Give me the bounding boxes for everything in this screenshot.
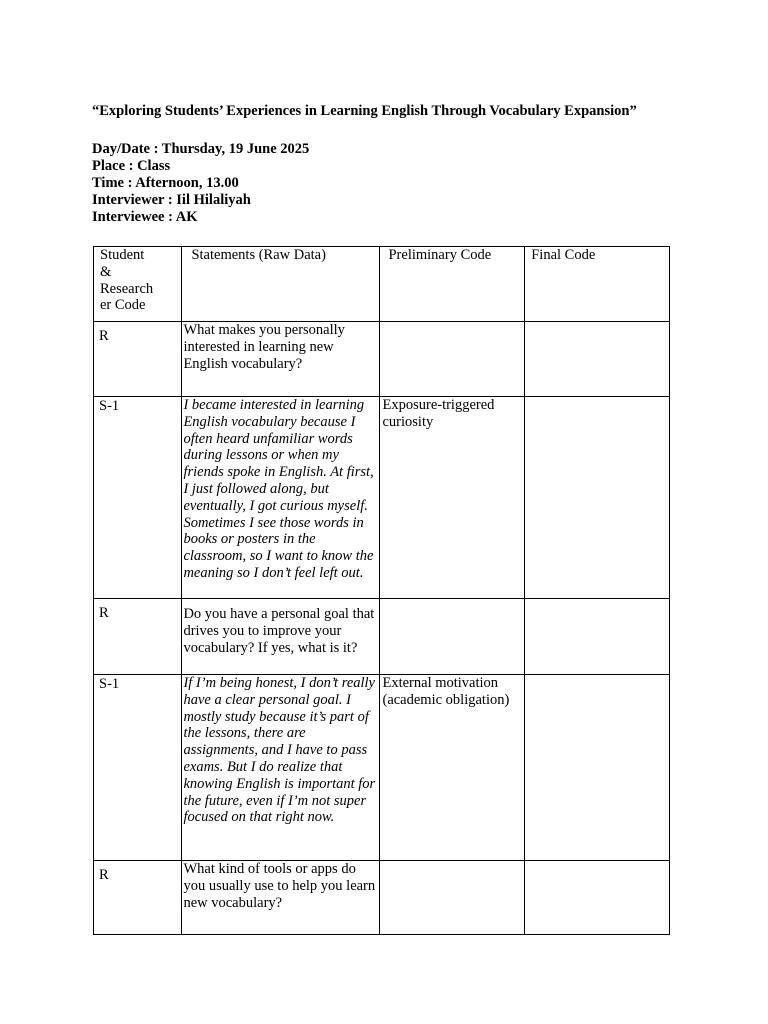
table-row bbox=[94, 861, 670, 935]
header-preliminary-code: Preliminary Code bbox=[380, 247, 525, 322]
row-statement: If I’m being honest, I don’t really have a clear personal goal. I mostly study because it’s part of the lessons, there are assignments, and I have to pass exams. But I do realize that knowing English is important for the future, even if I’m not super focused on that right now. bbox=[182, 675, 380, 861]
row-statement: Do you have a personal goal that drives you to improve your vocabulary? If yes, what is it? bbox=[182, 599, 380, 675]
table-row bbox=[94, 675, 670, 861]
row-statement: I became interested in learning English vocabulary because I often heard unfamiliar words during lessons or when my friends spoke in English. At first, I just followed along, but eventually, I got curious myself. Sometimes I see those words in books or posters in the classroom, so I want to know the meaning so I don’t feel left out. bbox=[182, 397, 380, 599]
row-preliminary-code bbox=[380, 599, 525, 675]
table-row bbox=[94, 599, 670, 675]
row-final-code bbox=[525, 599, 670, 675]
header-code-line: er Code bbox=[100, 297, 146, 314]
row-code: R bbox=[94, 861, 182, 935]
row-code: R bbox=[94, 322, 182, 397]
table-row bbox=[94, 397, 670, 599]
header-code-line: & bbox=[100, 263, 112, 280]
header-code bbox=[94, 247, 182, 322]
header-code-line: Student bbox=[100, 247, 145, 263]
interview-metadata bbox=[92, 141, 309, 226]
meta-interviewer: Interviewer : Iil Hilaliyah bbox=[92, 192, 251, 208]
meta-date: Day/Date : Thursday, 19 June 2025 bbox=[92, 141, 310, 157]
row-statement: What kind of tools or apps do you usually use to help you learn new vocabulary? bbox=[182, 861, 380, 935]
row-preliminary-code bbox=[380, 322, 525, 397]
row-preliminary-code bbox=[380, 861, 525, 935]
row-final-code bbox=[525, 322, 670, 397]
row-final-code bbox=[525, 397, 670, 599]
meta-place: Place : Class bbox=[92, 158, 171, 174]
row-preliminary-code: External motivation (academic obligation) bbox=[380, 675, 525, 861]
header-statements: Statements (Raw Data) bbox=[182, 247, 380, 322]
coding-table bbox=[93, 246, 670, 935]
document-title: “Exploring Students’ Experiences in Learning English Through Vocabulary Expansion” bbox=[92, 103, 637, 119]
row-code: S-1 bbox=[94, 675, 182, 861]
row-code: R bbox=[94, 599, 182, 675]
row-code: S-1 bbox=[94, 397, 182, 599]
row-preliminary-code: Exposure-triggered curiosity bbox=[380, 397, 525, 599]
meta-time: Time : Afternoon, 13.00 bbox=[92, 175, 239, 191]
header-final-code: Final Code bbox=[525, 247, 670, 322]
row-final-code bbox=[525, 861, 670, 935]
table-row bbox=[94, 322, 670, 397]
row-statement: What makes you personally interested in learning new English vocabulary? bbox=[182, 322, 380, 397]
header-code-line: Research bbox=[100, 280, 154, 297]
row-final-code bbox=[525, 675, 670, 861]
table-header-row bbox=[94, 247, 670, 322]
meta-interviewee: Interviewee : AK bbox=[92, 209, 198, 225]
